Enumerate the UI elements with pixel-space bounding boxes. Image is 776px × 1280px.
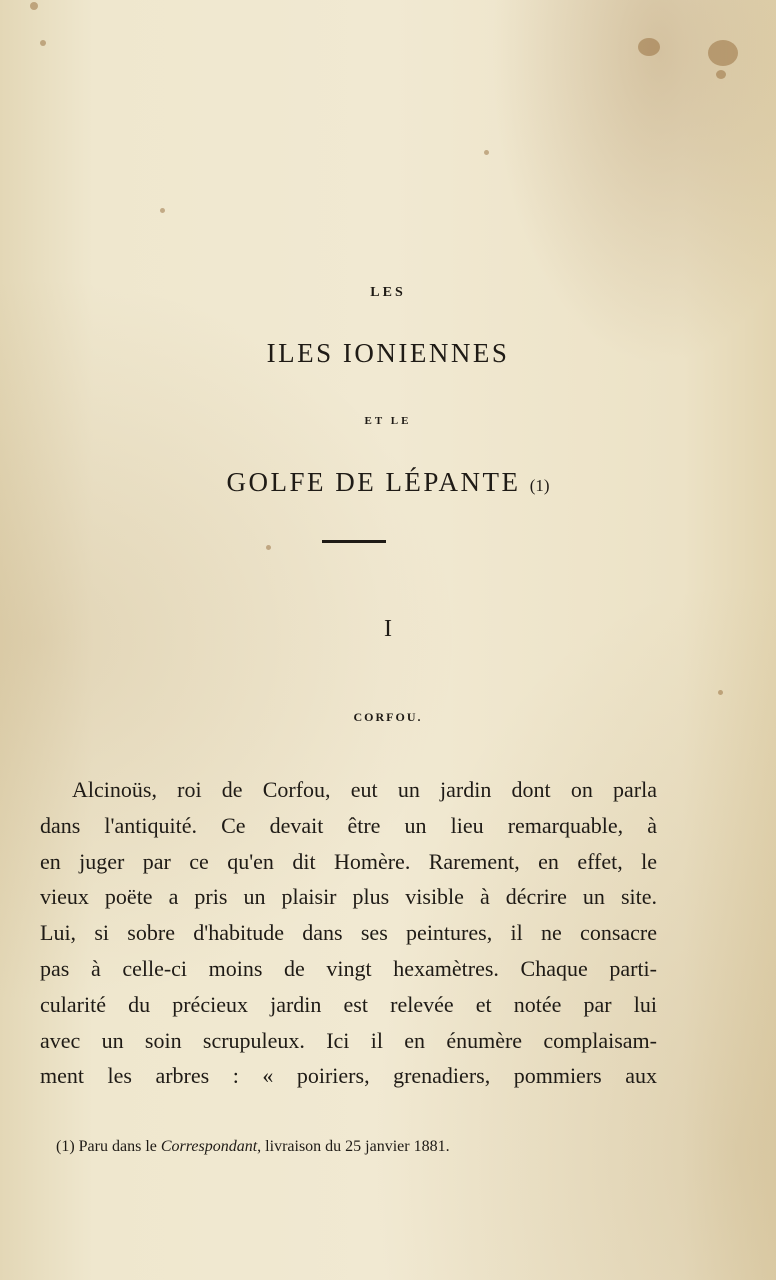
footnote-text-before: Paru dans le [78,1138,157,1155]
body-line: dans l'antiquité. Ce devait être un lieu remarquable, à [40,812,657,838]
heading-golfe-text: GOLFE DE LÉPANTE [226,467,521,497]
heading-rule [322,540,386,543]
footnote [56,1138,450,1156]
paper-stain [160,208,165,213]
body-line: ment les arbres : « poiriers, grenadiers, pommiers aux [40,1063,657,1089]
body-line: pas à celle-ci moins de vingt hexamètres. Chaque parti- [40,955,657,981]
paper-stain [266,545,271,550]
heading-footnote-marker: (1) [529,476,550,495]
footnote-text-after: , livraison du 25 janvier 1881. [257,1138,450,1155]
paper-stain [484,150,489,155]
paper-stain [30,2,38,10]
paper-stain [708,40,738,66]
body-line: vieux poëte a pris un plaisir plus visible à décrire un site. [40,884,657,910]
paper-stain [40,40,46,46]
footnote-marker: (1) [56,1138,75,1155]
footnote-publication: Correspondant [160,1138,258,1155]
heading-golfe-de-lepante [0,467,776,498]
heading-et-le: ET LE [364,415,412,427]
heading-iles-ioniennes: ILES IONIENNES [266,338,510,368]
paper-stain [718,690,723,695]
paper-stain [638,38,660,56]
body-line: Alcinoüs, roi de Corfou, eut un jardin dont on parla [72,777,657,802]
body-line: Lui, si sobre d'habitude dans ses peintures, il ne consacre [40,920,657,946]
paper-stain [716,70,726,79]
body-line: en juger par ce qu'en dit Homère. Rarement, en effet, le [40,848,657,874]
body-line: avec un soin scrupuleux. Ici il en énumère complaisam- [40,1027,657,1053]
heading-les: LES [370,285,406,300]
chapter-number: I [384,616,392,642]
body-line: cularité du précieux jardin est relevée et notée par lui [40,991,657,1017]
body-paragraph [40,772,657,1094]
chapter-subtitle: CORFOU. [353,710,423,724]
